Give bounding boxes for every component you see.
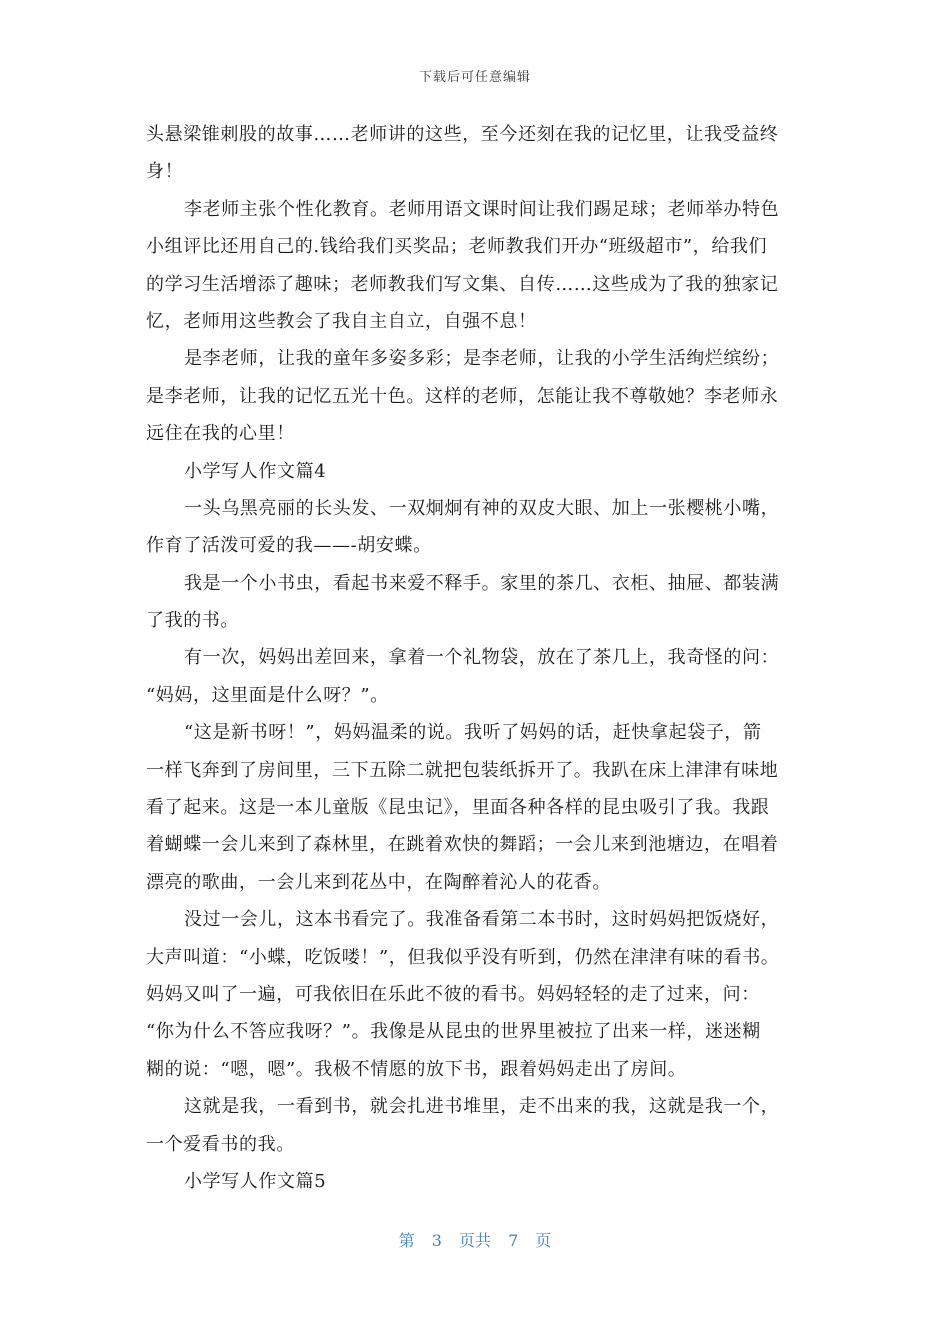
text-line: 李老师主张个性化教育。老师用语文课时间让我们踢足球；老师举办特色 xyxy=(184,198,780,220)
text-line: 是李老师，让我的记忆五光十色。这样的老师，怎能让我不尊敬她？李老师永 xyxy=(146,385,779,407)
text-line: 大声叫道：“小蝶，吃饭喽！”，但我似乎没有听到，仍然在津津有味的看书。 xyxy=(146,946,780,968)
text-line: 看了起来。这是一本儿童版《昆虫记》，里面各种各样的昆虫吸引了我。我跟 xyxy=(146,797,770,819)
footer-total-pages: 7 xyxy=(508,1231,519,1250)
text-line: “你为什么不答应我呀？”。我像是从昆虫的世界里被拉了出来一样，迷迷糊 xyxy=(146,1021,761,1043)
footer-middle: 页共 xyxy=(458,1231,491,1250)
text-line: 一头乌黑亮丽的长头发、一双炯炯有神的双皮大眼、加上一张樱桃小嘴， xyxy=(184,497,780,519)
text-line: 一个爱看书的我。 xyxy=(146,1133,295,1155)
text-line: 远住在我的心里！ xyxy=(146,423,295,445)
text-line: 没过一会儿，这本书看完了。我准备看第二本书时，这时妈妈把饭烧好， xyxy=(184,909,780,931)
text-line: 了我的书。 xyxy=(146,610,239,632)
text-line: 忆，老师用这些教会了我自主自立，自强不息！ xyxy=(146,310,537,332)
text-line: 身！ xyxy=(146,161,184,183)
text-line: 小学写人作文篇5 xyxy=(184,1170,327,1192)
text-line: 这就是我，一看到书，就会扎进书堆里，走不出来的我，这就是我一个， xyxy=(184,1096,780,1118)
text-line: “妈妈，这里面是什么呀？”。 xyxy=(146,684,389,706)
text-line: 是李老师，让我的童年多姿多彩；是李老师，让我的小学生活绚烂缤纷； xyxy=(184,348,780,370)
text-line: 着蝴蝶一会儿来到了森林里，在跳着欢快的舞蹈；一会儿来到池塘边，在唱着 xyxy=(146,834,779,856)
footer-suffix: 页 xyxy=(535,1231,552,1250)
text-line: 我是一个小书虫，看起书来爱不释手。家里的茶几、衣柜、抽屉、都装满 xyxy=(184,572,780,594)
text-line: 小学写人作文篇4 xyxy=(184,460,327,482)
text-line: 妈妈又叫了一遍，可我依旧在乐此不彼的看书。妈妈轻轻的走了过来，问： xyxy=(146,983,760,1005)
text-line: 漂亮的歌曲，一会儿来到花丛中，在陶醉着沁人的花香。 xyxy=(146,871,611,893)
page-footer xyxy=(0,1228,950,1251)
text-line: 的学习生活增添了趣味；老师教我们写文集、自传……这些成为了我的独家记 xyxy=(146,273,779,295)
text-line: 糊的说：“嗯，嗯”。我极不情愿的放下书，跟着妈妈走出了房间。 xyxy=(146,1058,687,1080)
footer-current-page: 3 xyxy=(431,1231,442,1250)
text-line: 有一次，妈妈出差回来，拿着一个礼物袋，放在了茶几上，我奇怪的问： xyxy=(184,647,780,669)
text-line: 一样飞奔到了房间里，三下五除二就把包装纸拆开了。我趴在床上津津有味地 xyxy=(146,759,779,781)
text-line: “这是新书呀！”，妈妈温柔的说。我听了妈妈的话，赶快拿起袋子，箭 xyxy=(184,722,762,744)
text-line: 作育了活泼可爱的我——-胡安蝶。 xyxy=(146,535,432,557)
document-body xyxy=(146,116,814,1200)
text-line: 小组评比还用自己的.钱给我们买奖品；老师教我们开办“班级超市”，给我们 xyxy=(146,236,768,258)
footer-prefix: 第 xyxy=(398,1231,415,1250)
page-header: 下载后可任意编辑 xyxy=(418,70,531,85)
text-line: 头悬梁锥刺股的故事……老师讲的这些，至今还刻在我的记忆里，让我受益终 xyxy=(146,124,779,145)
